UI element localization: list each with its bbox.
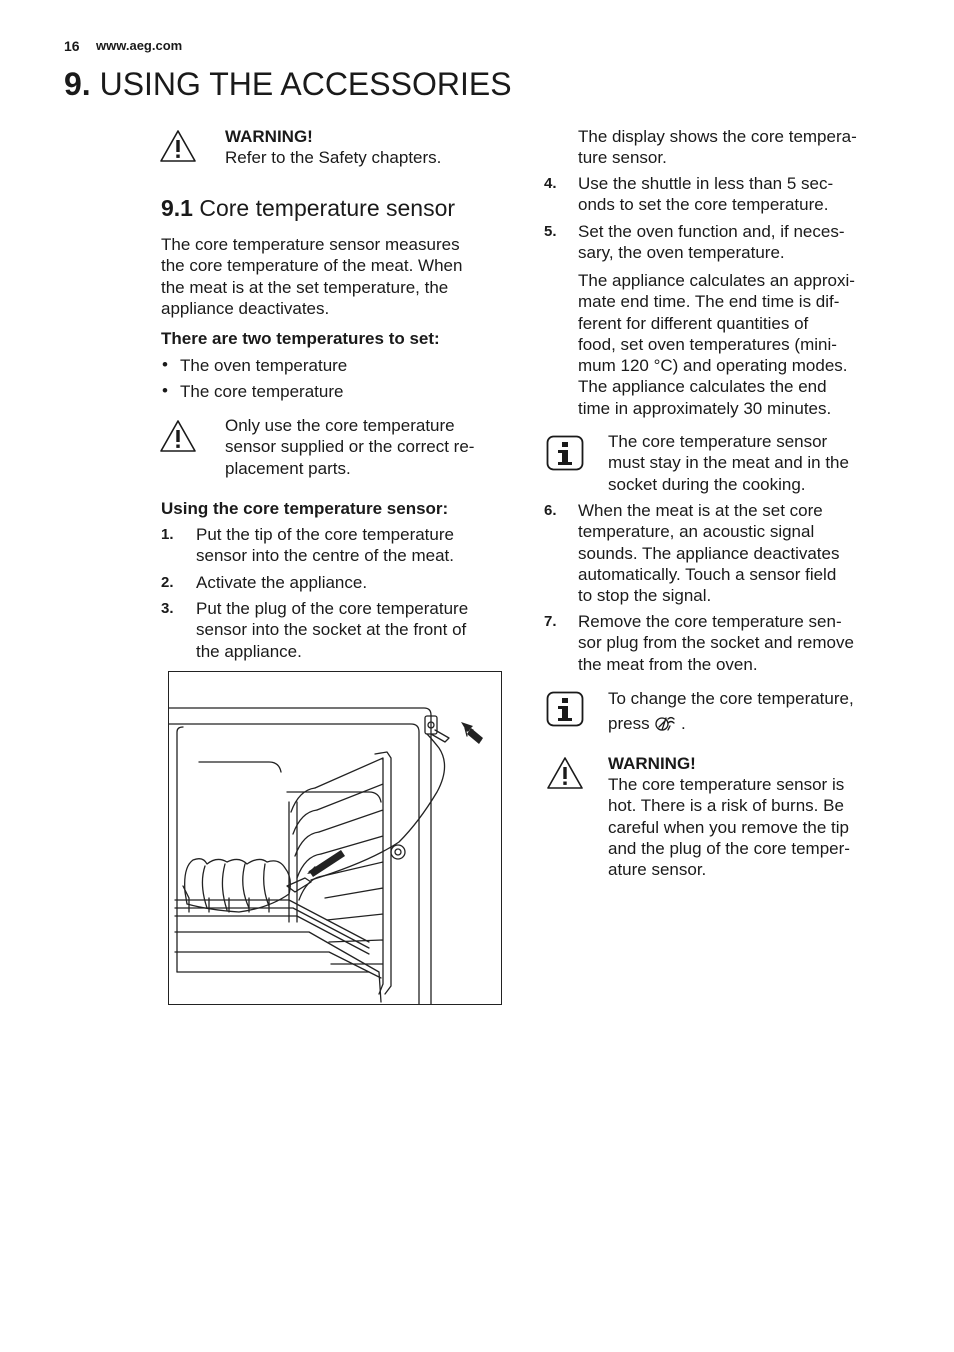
press-label: press xyxy=(608,714,650,734)
calc-line: ferent for different quantities of xyxy=(578,313,809,333)
info-line: To change the core temperature, xyxy=(608,689,854,708)
warning-triangle-icon xyxy=(159,418,197,454)
step-text: Activate the appliance. xyxy=(196,573,368,592)
warning-line: The core temperature sensor is xyxy=(608,775,845,794)
two-temps-heading: There are two temperatures to set: xyxy=(161,329,440,348)
warning-title: WARNING! xyxy=(225,127,313,146)
calc-line: food, set oven temperatures (mini- xyxy=(578,334,837,354)
step-line: the meat from the oven. xyxy=(578,654,758,674)
step-line: sensor into the centre of the meat. xyxy=(196,546,454,566)
step-line: Use the shuttle in less than 5 sec- xyxy=(578,174,834,193)
step-number: 4. xyxy=(544,175,557,192)
warning-text xyxy=(608,774,850,880)
info-line: The core temperature sensor xyxy=(608,432,828,451)
calc-line: time in approximately 30 minutes. xyxy=(578,398,832,418)
step-line: the appliance. xyxy=(196,641,302,661)
step-text xyxy=(578,611,854,675)
chapter-number: 9. xyxy=(64,66,91,102)
step-number: 5. xyxy=(544,223,557,240)
warning-title: WARNING! xyxy=(608,754,696,773)
intro-line: The core temperature sensor measures xyxy=(161,235,460,254)
chapter-title xyxy=(64,66,512,103)
step-number: 1. xyxy=(161,526,174,543)
step-text xyxy=(578,221,845,264)
step-line: Remove the core temperature sen- xyxy=(578,612,842,631)
calc-line: The appliance calculates the end xyxy=(578,377,827,397)
step-line: onds to set the core temperature. xyxy=(578,195,829,215)
page-number: 16 xyxy=(64,38,80,54)
caution-line: placement parts. xyxy=(225,458,351,478)
step-number: 2. xyxy=(161,574,174,591)
step-line: sary, the oven temperature. xyxy=(578,243,785,263)
intro-paragraph xyxy=(161,234,462,319)
website-link[interactable]: www.aeg.com xyxy=(96,38,183,53)
step-number: 3. xyxy=(161,600,174,617)
calc-line: The appliance calculates an approxi- xyxy=(578,271,855,290)
step-text xyxy=(196,524,454,567)
step-line: Set the oven function and, if neces- xyxy=(578,222,845,241)
bullet-dot: • xyxy=(162,355,168,374)
calc-line: mum 120 °C) and operating modes. xyxy=(578,356,848,376)
bullet-item: The oven temperature xyxy=(180,356,348,375)
warning-line: ature sensor. xyxy=(608,860,707,880)
step-line: temperature, an acoustic signal xyxy=(578,522,815,542)
calc-paragraph xyxy=(578,270,855,419)
bullet-item: The core temperature xyxy=(180,382,344,401)
intro-line: appliance deactivates. xyxy=(161,298,330,318)
warning-triangle-icon xyxy=(546,755,584,791)
warning-line: and the plug of the core temper- xyxy=(608,838,850,858)
step-line: sor plug from the socket and remove xyxy=(578,633,854,653)
using-heading: Using the core temperature sensor: xyxy=(161,499,449,518)
calc-line: mate end time. The end time is dif- xyxy=(578,292,840,312)
info-press-line xyxy=(608,713,854,737)
caution-line: sensor supplied or the correct re- xyxy=(225,437,475,457)
step-line: automatically. Touch a sensor field xyxy=(578,564,837,584)
warning-triangle-icon xyxy=(159,128,197,164)
step-line: sounds. The appliance deactivates xyxy=(578,543,840,563)
chapter-title-text: USING THE ACCESSORIES xyxy=(99,66,512,102)
caution-text xyxy=(225,415,474,479)
step-line: Put the tip of the core temperature xyxy=(196,525,454,544)
info-text xyxy=(608,431,849,495)
section-title: Core temperature sensor xyxy=(199,195,456,221)
bullet-dot: • xyxy=(162,381,168,400)
intro-line: the core temperature of the meat. When xyxy=(161,256,463,276)
warning-line: hot. There is a risk of burns. Be xyxy=(608,796,844,816)
step-line: sensor into the socket at the front of xyxy=(196,620,467,640)
core-sensor-key-icon xyxy=(654,714,676,737)
info-line: socket during the cooking. xyxy=(608,474,806,494)
intro-line: the meat is at the set temperature, the xyxy=(161,277,449,297)
caution-line: Only use the core temperature xyxy=(225,416,455,435)
info-change-text xyxy=(608,688,854,738)
warning-line: careful when you remove the tip xyxy=(608,817,849,837)
display-line: ture sensor. xyxy=(578,148,667,168)
step-number: 7. xyxy=(544,613,557,630)
oven-drawing xyxy=(169,672,501,1004)
step-text xyxy=(196,598,468,662)
step-text xyxy=(578,173,833,216)
oven-illustration xyxy=(168,671,502,1005)
step-text xyxy=(578,500,839,606)
info-icon xyxy=(546,691,584,727)
step-line: When the meat is at the set core xyxy=(578,501,823,520)
info-icon xyxy=(546,435,584,471)
section-heading xyxy=(161,195,455,222)
display-line: The display shows the core tempera- xyxy=(578,127,857,146)
warning-text: Refer to the Safety chapters. xyxy=(225,148,442,167)
step-line: to stop the signal. xyxy=(578,586,712,606)
section-number: 9.1 xyxy=(161,195,193,221)
display-text xyxy=(578,126,857,169)
step-number: 6. xyxy=(544,502,557,519)
press-suffix: . xyxy=(681,714,686,734)
info-line: must stay in the meat and in the xyxy=(608,453,849,473)
step-line: Put the plug of the core temperature xyxy=(196,599,469,618)
